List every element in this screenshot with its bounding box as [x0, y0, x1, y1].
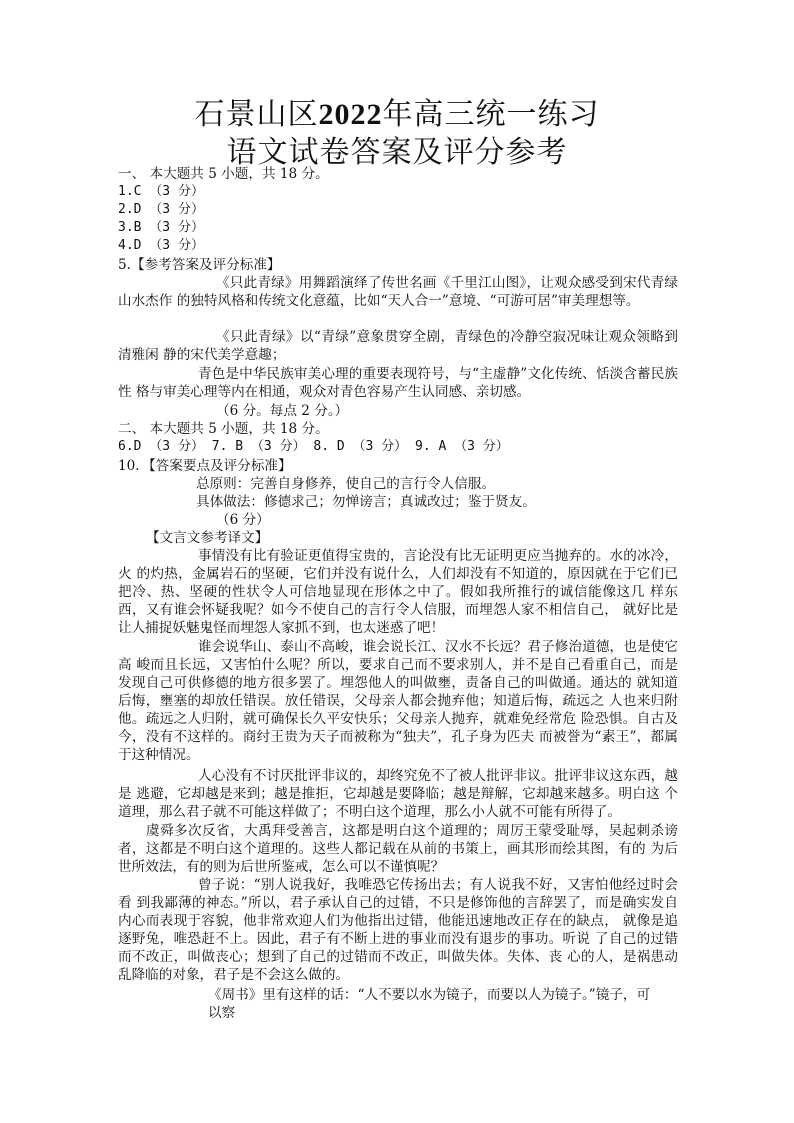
- q5-point-3: 青色是中华民族审美心理的重要表现符号，与“主虚静”文化传统、恬淡含蓄民族性 格与审美心理等内在相通，观众对青色容易产生认同感、亲切感。: [118, 366, 678, 400]
- document-title: [0, 96, 794, 134]
- q5-point-2: 《只此青绿》以“青绿”意象贯穿全剧，青绿色的冷静空寂况味让观众领略到清雅闲 静的宋代美学意趣；: [118, 329, 678, 363]
- section-one-heading: 一、 本大题共 5 小题，共 18 分。: [118, 166, 329, 182]
- answer-1: 1.C （3 分）: [118, 184, 204, 199]
- section-two-heading: 二、 本大题共 5 小题，共 18 分。: [118, 421, 329, 437]
- translation-paragraph-3: 人心没有不讨厌批评非议的，却终究免不了被人批评非议。批评非议这东西，越是 逃避，它却越是来到；越是推拒，它却越是要降临；越是辩解，它却越来越多。明白这 个道理，那么君子就不可能这样做了；不明白这个道理，那么小人就不可能有所得了。: [118, 768, 678, 820]
- translation-paragraph-1: 事情没有比有验证更值得宝贵的，言论没有比无证明更应当抛弃的。水的冰冷，火 的灼热，金属岩石的坚硬，它们并没有说什么，人们却没有不知道的，原因就在于它们已把冷、热、坚硬的性状令人可信地显现在形体之中了。假如我所推行的诚信能像这几 样东西，又有谁会怀疑我呢？如今不使自己的言行令人信服，而埋怨人家不相信自己， 就好比是让人捕捉妖魅鬼怪而埋怨人家抓不到，也太迷惑了吧！: [118, 548, 678, 636]
- section-two-answers: 6.D （3 分） 7. B （3 分） 8. D （3 分） 9. A （3 分）: [118, 439, 509, 454]
- translation-paragraph-5: 曾子说：“别人说我好，我唯恐它传扬出去；有人说我不好，又害怕他经过时会看 到我鄙薄的神态。”所以，君子承认自己的过错，不只是修饰他的言辞罢了，而是确实发自内心而表现于容貌，他非常欢迎人们为他指出过错，他能迅速地改正存在的缺点， 就像是追逐野兔，唯恐赶不上。因此，君子有不断上进的事业而没有退步的事功。听说 了自己的过错而不改正，叫做丧心；想到了自己的过错而不改正，叫做失体。失体、丧 心的人，是祸患动乱降临的对象，君子是不会这么做的。: [118, 877, 678, 983]
- title-suffix: 年高三统一练习: [382, 97, 600, 132]
- q10-methods: 具体做法：修德求己；勿惮谤言；真诚改过；鉴于贤友。: [196, 494, 536, 510]
- translation-paragraph-2: 谁会说华山、泰山不高峻，谁会说长江、汉水不长远？君子修治道德，也是使它高 峻而且长远，又害怕什么呢？所以，要求自己而不要求别人，并不是自己看重自己，而是发现自己可供修德的地方很多罢了。埋怨他人的叫做壅，责备自己的叫做通。通达的 就知道后悔，壅塞的却放任错误。放任错误，父母亲人都会抛弃他；知道后悔，疏远之 人也来归附他。疏远之人归附，就可确保长久平安快乐；父母亲人抛弃，就难免经常危 险恐惧。自古及今，没有不这样的。商纣王贵为天子而被称为“独夫”，孔子身为匹夫 而被誉为“素王”，都属于这种情况。: [118, 639, 678, 763]
- title-year: 2022: [318, 98, 383, 131]
- translation-paragraph-4: 虞舜多次反省，大禹拜受善言，这都是明白这个道理的；周厉王蒙受耻辱，吴起刺杀谤者，这都是不明白这个道理的。这些人都记载在从前的书策上，画其形而绘其图，有的 为后世所效法，有的则为后世所鉴戒，怎么可以不谨慎呢？: [118, 823, 678, 875]
- answer-3: 3.B （3 分）: [118, 220, 204, 235]
- q5-score: （6 分。每点 2 分。）: [216, 403, 349, 419]
- answer-2: 2.D （3 分）: [118, 202, 204, 217]
- q10-principle: 总原则：完善自身修养，使自己的言行令人信服。: [196, 476, 496, 492]
- document-subtitle: 语文试卷答案及评分参考: [226, 135, 568, 170]
- q5-heading: 5.【参考答案及评分标准】: [118, 257, 281, 273]
- translation-heading: 【文言文参考译文】: [146, 530, 269, 546]
- title-prefix: 石景山区: [194, 97, 319, 132]
- q5-point-1: 《只此青绿》用舞蹈演绎了传世名画《千里江山图》，让观众感受到宋代青绿山水杰作 的独特风格和传统文化意蕴，比如“天人合一”意境、“可游可居”审美理想等。: [118, 275, 678, 309]
- translation-paragraph-6: 《周书》里有这样的话：“人不要以水为镜子，而要以人为镜子。”镜子，可: [208, 987, 651, 1003]
- q10-score: （6 分）: [216, 512, 270, 528]
- answer-4: 4.D （3 分）: [118, 238, 204, 253]
- q10-heading: 10．【答案要点及评分标准】: [118, 458, 292, 474]
- translation-paragraph-6-cont: 以察: [208, 1005, 236, 1021]
